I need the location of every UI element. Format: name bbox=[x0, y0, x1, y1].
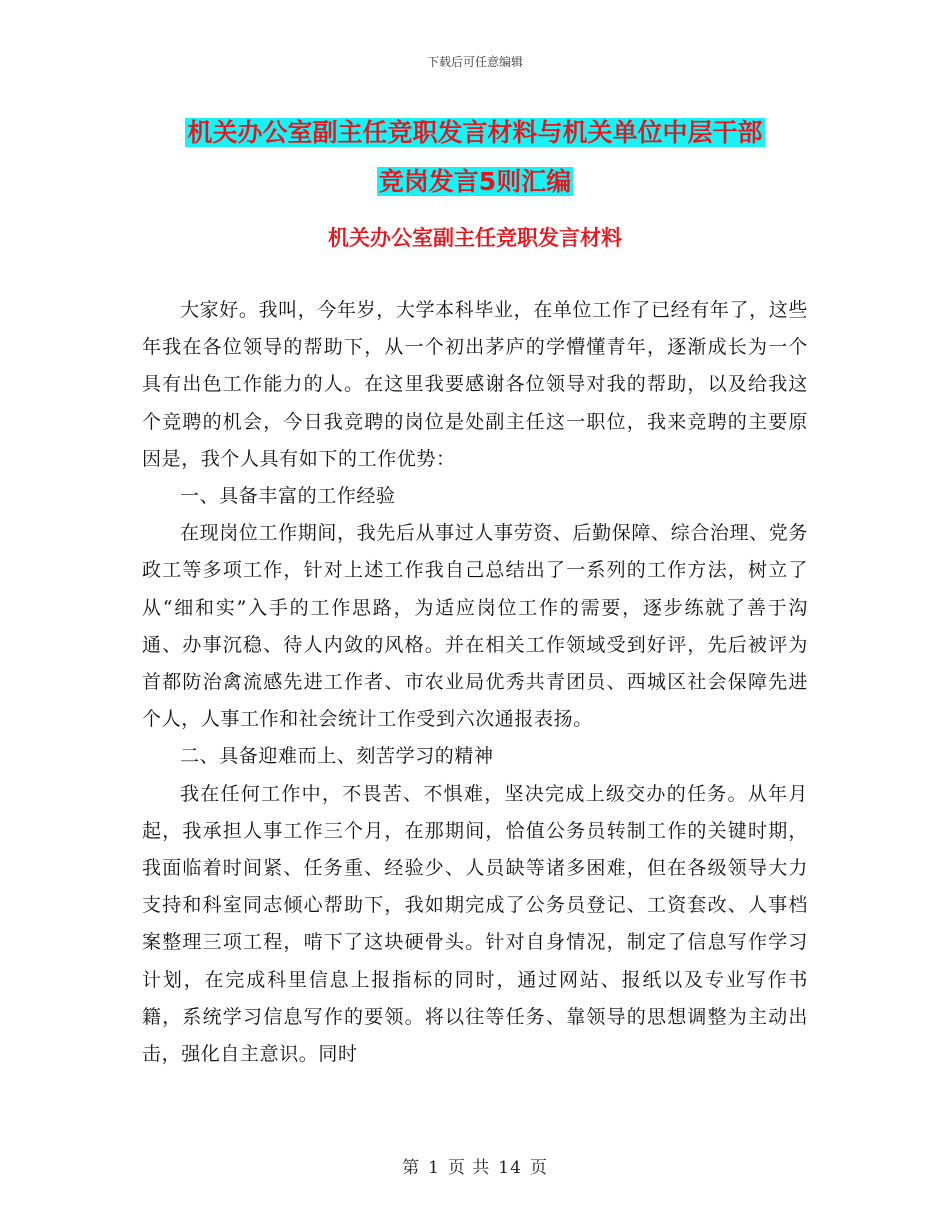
title-line-1: 机关办公室副主任竞职发言材料与机关单位中层干部 bbox=[187, 118, 763, 147]
paragraph-spirit: 我在任何工作中，不畏苦、不惧难，坚决完成上级交办的任务。从年月起，我承担人事工作三个月，在那期间，恰值公务员转制工作的关键时期，我面临着时间紧、任务重、经验少、人员缺等诸多困难，但在各级领导大力支持和科室同志倾心帮助下，我如期完成了公务员登记、工资套改、人事档案整理三项工程，啃下了这块硬骨头。针对自身情况，制定了信息写作学习计划，在完成科里信息上报指标的同时，通过网站、报纸以及专业写作书籍，系统学习信息写作的要领。将以往等任务、靠领导的思想调整为主动出击，强化自主意识。同时 bbox=[142, 782, 808, 1066]
title-line-2: 竞岗发言5则汇编 bbox=[378, 167, 572, 196]
header-note: 下载后可任意编辑 bbox=[426, 55, 523, 69]
document-body bbox=[142, 292, 808, 1073]
footer-suffix: 页 bbox=[529, 1158, 548, 1178]
page-total: 14 bbox=[498, 1158, 522, 1178]
page-number: 1 bbox=[428, 1158, 440, 1178]
footer-middle: 页 共 bbox=[447, 1158, 491, 1178]
paragraph-experience: 在现岗位工作期间，我先后从事过人事劳资、后勤保障、综合治理、党务政工等多项工作，针对上述工作我自己总结出了一系列的工作方法，树立了从“细和实”入手的工作思路，为适应岗位工作的需要，逐步练就了善于沟通、办事沉稳、待人内敛的风格。并在相关工作领域受到好评，先后被评为首都防治禽流感先进工作者、市农业局优秀共青团员、西城区社会保障先进个人，人事工作和社会统计工作受到六次通报表扬。 bbox=[142, 522, 808, 731]
heading-spirit: 二、具备迎难而上、刻苦学习的精神 bbox=[180, 745, 494, 768]
paragraph-intro: 大家好。我叫，今年岁，大学本科毕业，在单位工作了已经有年了，这些年我在各位领导的帮助下，从一个初出茅庐的学懵懂青年，逐渐成长为一个具有出色工作能力的人。在这里我要感谢各位领导对我的帮助，以及给我这个竞聘的机会，今日我竞聘的岗位是处副主任这一职位，我来竞聘的主要原因是，我个人具有如下的工作优势： bbox=[142, 299, 808, 470]
section-title: 机关办公室副主任竞职发言材料 bbox=[328, 226, 622, 250]
page-footer bbox=[0, 1153, 950, 1178]
heading-experience: 一、具备丰富的工作经验 bbox=[180, 485, 396, 508]
document-title bbox=[140, 108, 810, 206]
footer-prefix: 第 bbox=[402, 1158, 421, 1178]
